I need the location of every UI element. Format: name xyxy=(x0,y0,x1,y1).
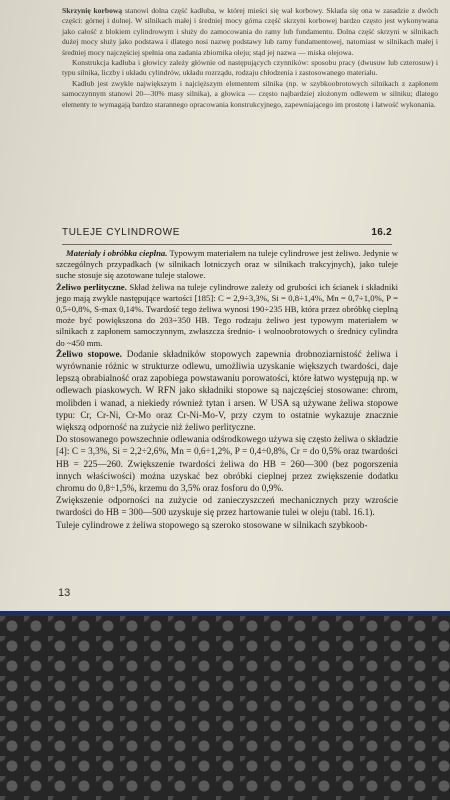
paragraph-materials xyxy=(56,248,398,282)
top-paragraph-1 xyxy=(62,6,438,58)
section-header xyxy=(62,227,392,238)
top-paragraph-2 xyxy=(62,58,438,79)
background-surface xyxy=(0,616,450,800)
term-crankcase: Skrzynię korbową xyxy=(62,6,123,15)
top-section xyxy=(40,6,438,110)
paragraph-text: Dodanie składników stopowych zapewnia drobnoziarnistość żeliwa i wyrównanie różnic w strukturze odlewu, umożliwia uzyskanie większych twardości, daje lepszą obrabialność oraz zapobiega powstawaniu porowatości, które łatwo występują np. w odlewach piaskowych. W RFN jako składniki stopowe są najczęściej stosowane: chrom, molibden i wanad, a niekiedy również tytan i arsen. W USA są używane żeliwa stopowe typu: Cr, Cr-Ni, Cr-Mo oraz Cr-Ni-Mo-V, przy czym to ostatnie wykazuje znacznie większą odporność na zużycie niż żeliwo perlityczne. xyxy=(56,349,398,434)
page-number: 13 xyxy=(58,587,71,599)
term-alloy: Żeliwo stopowe. xyxy=(56,349,122,360)
paragraph-centrifugal: Do stosowanego powszechnie odlewania odśrodkowego używa się często żeliwa o składzie [4]: C = 3,3%, Si = 2,2÷2,6%, Mn = 0,6÷1,2%, P = 0,4÷0,8%, Cr = do 0,5% oraz twardości HB = 225—260. Zwiększenie twardości żeliwa do HB = 260—300 (bez pogorszenia innych właściwości) można uzyskać bez obróbki cieplnej przez zwiększenie dodatku chromu do 0,8÷1,5%, krzemu do 3,5% oraz fosforu do 0,9%. xyxy=(56,435,398,495)
term-materials: Materiały i obróbka cieplna. xyxy=(66,248,168,258)
paragraph-text: Skład żeliwa na tuleje cylindrowe zależy od grubości ich ścianek i składniki jego mają zwykle następujące wartości [185]: C = 2,9÷3,3%, Si = 0,8÷1,4%, Mn = 0,7÷1,0%, P = 0,5÷0,8%, S-max 0,14%. Twardość tego żeliwa wynosi 190÷235 HB, która przez obróbkę cieplną może być powiększona do 203÷350 HB. Tego rodzaju żeliwo jest typowym materiałem w silnikach z zapłonem samoczynnym, zwłaszcza średnio- i wolnoobrotowych o średnicy cylindra do ~450 mm. xyxy=(56,281,398,348)
top-paragraph-3 xyxy=(62,79,438,110)
paragraph-pearlite xyxy=(56,282,398,349)
header-rule xyxy=(62,244,392,245)
term-pearlite: Żeliwo perlityczne. xyxy=(56,281,127,292)
paragraph-last: Tuleje cylindrowe z żeliwa stopowego są szeroko stosowane w silnikach szybkoob- xyxy=(56,520,368,531)
paragraph-wear: Zwiększenie odporności na zużycie od zanieczyszczeń mechanicznych przy wzroście twardości do HB = 300—500 uzyskuje się przez hartowanie tulei w oleju (tabl. 16.1). xyxy=(56,496,398,519)
paragraph-text: stanowi dolna część kadłuba, w której mieści się wał korbowy. Składa się ona w zasadzie z dwóch części: górnej i dolnej. W silnikach małej i średniej mocy górna część skrzyni korbowej bardzo często jest wykonywana jako całość z blokiem cylindrowym i służy do zamocowania do ramy lub fundamentu. Dolna część skrzyni w silnikach dużej mocy służy jako podstawa i dlatego nosi nazwę podstawy lub ramy fundamentowej, natomiast w silnikach małej i średniej mocy najczęściej spełnia ona zadania zbiornika oleju; stąd jej nazwa — miska olejowa. xyxy=(62,6,438,57)
section-title: TULEJE CYLINDROWE xyxy=(62,227,180,238)
paragraph-text: Kadłub jest zwykle największym i najcięższym elementem silnika (np. w szybkoobrotowych silnikach z zapłonem samoczynnym stanowi 20—30% masy silnika), a głowica — często najbardziej złożonym odlewem w silniku; dlatego elementy te wymagają bardzo starannego opracowania konstrukcyjnego, zapewniającego im prostotę i łatwość wykonania. xyxy=(62,78,438,109)
section-body xyxy=(56,248,398,532)
section-number: 16.2 xyxy=(371,227,392,238)
paragraph-text: Konstrukcja kadłuba i głowicy zależy głównie od następujących czynników: sposobu pracy (dwusuw lub czterosuw) i typu silnika, liczby i układu cylindrów, układu rozrządu, rodzaju chłodzenia i zastosowanego materiału. xyxy=(62,58,438,78)
paragraph-alloy xyxy=(56,349,398,434)
paragraph-text: Typowym materiałem na tuleje cylindrowe jest żeliwo. Jedynie w szczególnych przypadkach (w silnikach lotniczych oraz w silnikach trakcyjnych), jako tuleje suche stosuje się azotowane tuleje stalowe. xyxy=(56,248,398,281)
